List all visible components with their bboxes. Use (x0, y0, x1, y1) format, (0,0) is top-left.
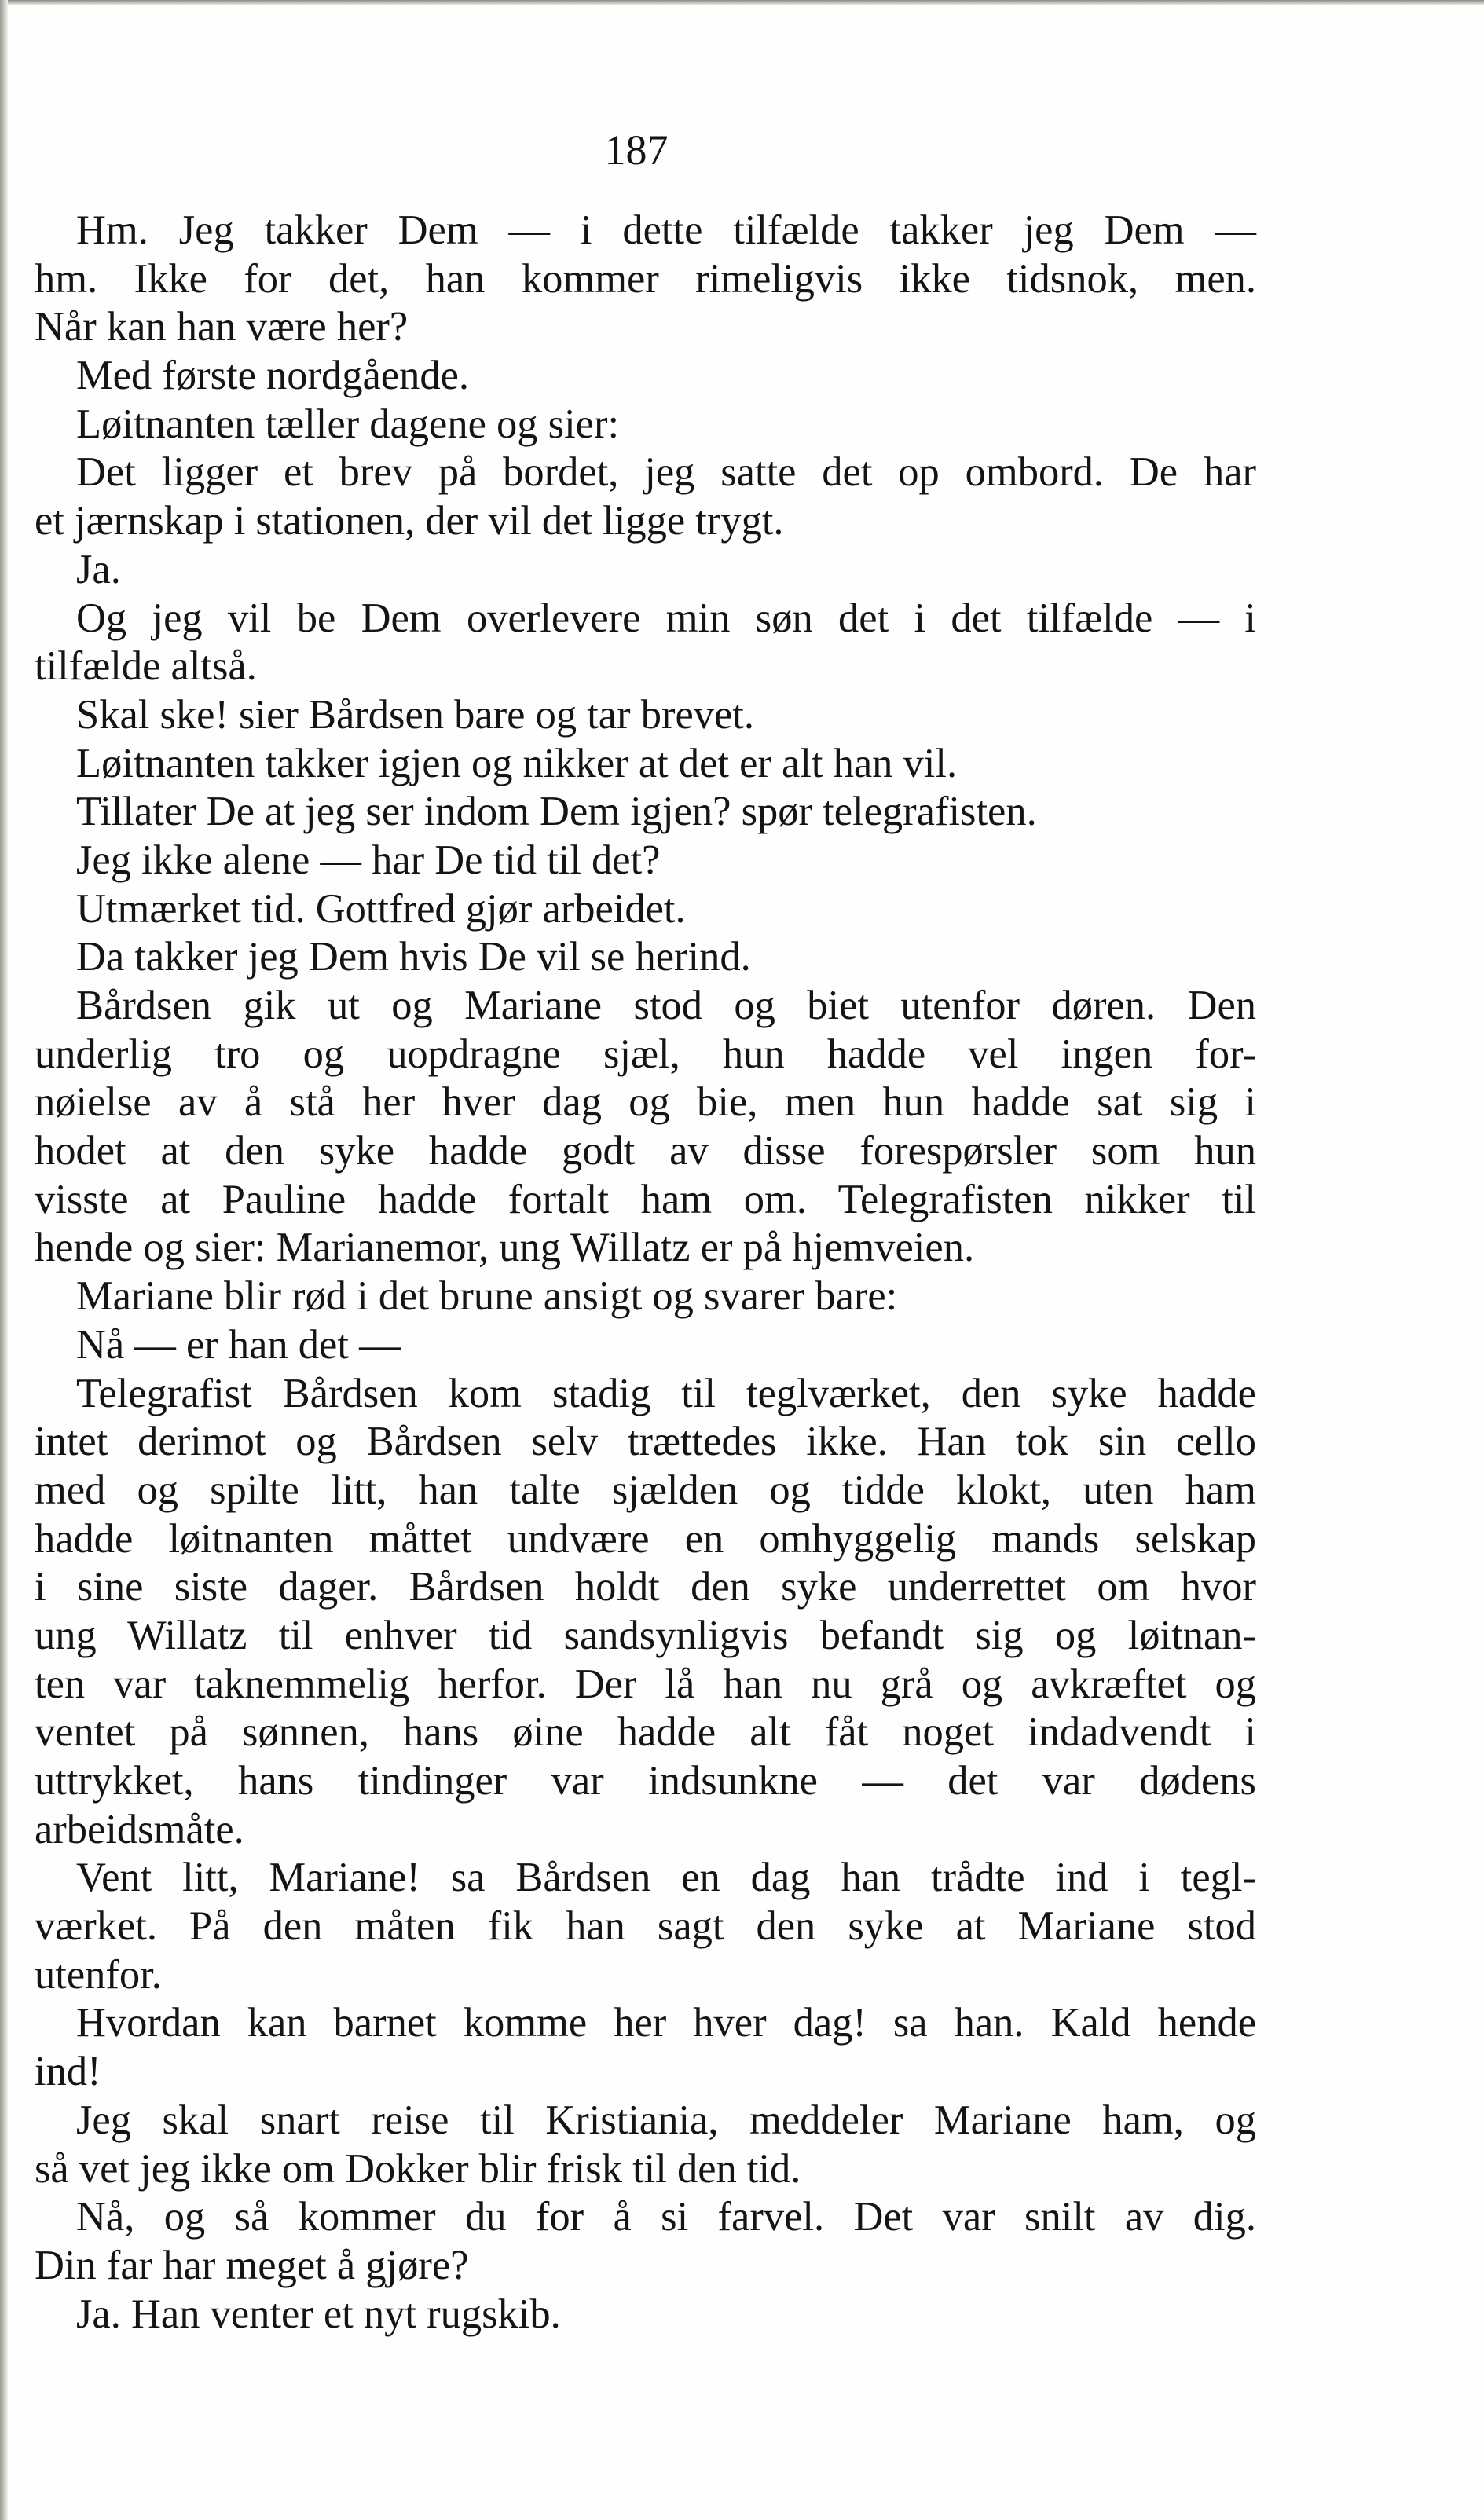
text-line: et jærnskap i stationen, der vil det ligge trygt. (35, 498, 784, 544)
text-line: Hm. Jeg takker Dem — i dette tilfælde takker jeg Dem — (76, 207, 1256, 253)
text-line: ung Willatz til enhver tid sandsynligvis befandt sig og løitnan- (35, 1612, 1256, 1658)
text-line: Utmærket tid. Gottfred gjør arbeidet. (76, 885, 686, 932)
text-line: Hvordan kan barnet komme her hver dag! sa han. Kald hende (76, 2000, 1256, 2046)
text-line: uttrykket, hans tindinger var indsunkne — det var dødens (35, 1758, 1256, 1804)
text-line: hm. Ikke for det, han kommer rimeligvis ikke tidsnok, men. (35, 255, 1256, 302)
text-line: Vent litt, Mariane! sa Bårdsen en dag han trådte ind i tegl- (76, 1855, 1256, 1901)
text-line: Det ligger et brev på bordet, jeg satte det op ombord. De har (76, 449, 1256, 496)
text-line: underlig tro og uopdragne sjæl, hun hadde vel ingen for- (35, 1031, 1256, 1077)
text-line: så vet jeg ikke om Dokker blir frisk til den tid. (35, 2145, 801, 2192)
text-line: Nå — er han det — (76, 1321, 401, 1368)
text-line: hende og sier: Marianemor, ung Willatz er på hjemveien. (35, 1225, 975, 1271)
text-line: i sine siste dager. Bårdsen holdt den syke underrettet om hvor (35, 1564, 1256, 1610)
text-line: Ja. (76, 546, 121, 592)
text-line: Din far har meget å gjøre? (35, 2242, 469, 2288)
text-line: Nå, og så kommer du for å si farvel. Det var snilt av dig. (76, 2194, 1256, 2240)
text-line: arbeidsmåte. (35, 1806, 244, 1852)
text-line: Løitnanten takker igjen og nikker at det er alt han vil. (76, 740, 958, 786)
page-edge-left (0, 0, 8, 2520)
text-line: Bårdsen gik ut og Mariane stod og biet utenfor døren. Den (76, 983, 1256, 1028)
page-edge-top (0, 0, 1484, 5)
text-line: nøielse av å stå her hver dag og bie, men hun hadde sat sig i (35, 1079, 1256, 1126)
text-line: Mariane blir rød i det brune ansigt og svarer bare: (76, 1273, 898, 1320)
text-line: ventet på sønnen, hans øine hadde alt fåt noget indadvendt i (35, 1709, 1256, 1756)
text-line: Jeg skal snart reise til Kristiania, meddeler Mariane ham, og (76, 2097, 1256, 2143)
text-line: Ja. Han venter et nyt rugskib. (76, 2291, 561, 2337)
text-line: Løitnanten tæller dagene og sier: (76, 401, 620, 447)
text-line: Skal ske! sier Bårdsen bare og tar brevet. (76, 691, 755, 738)
text-line: Og jeg vil be Dem overlevere min søn det i det tilfælde — i (76, 595, 1256, 641)
text-line: utenfor. (35, 1951, 162, 1998)
text-line: værket. På den måten fik han sagt den syke at Mariane stod (35, 1903, 1256, 1950)
text-line: Tillater De at jeg ser indom Dem igjen? spør telegrafisten. (76, 789, 1037, 835)
text-line: med og spilte litt, han talte sjælden og tidde klokt, uten ham (35, 1467, 1256, 1513)
text-line: Da takker jeg Dem hvis De vil se herind. (76, 934, 751, 980)
text-line: visste at Pauline hadde fortalt ham om. Telegrafisten nikker til (35, 1176, 1256, 1222)
text-line: hadde løitnanten måttet undvære en omhyggelig mands selskap (35, 1515, 1256, 1562)
text-line: tilfælde altså. (35, 643, 257, 690)
page-number: 187 (604, 126, 669, 174)
text-line: Med første nordgående. (76, 353, 470, 399)
text-line: Jeg ikke alene — har De tid til det? (76, 837, 661, 883)
body-text (35, 207, 1256, 2339)
text-line: hodet at den syke hadde godt av disse forespørsler som hun (35, 1128, 1256, 1174)
text-line: Når kan han være her? (35, 304, 409, 350)
text-line: intet derimot og Bårdsen selv trættedes ikke. Han tok sin cello (35, 1419, 1256, 1465)
text-line: Telegrafist Bårdsen kom stadig til teglværket, den syke hadde (76, 1370, 1256, 1416)
text-line: ind! (35, 2049, 101, 2095)
text-line: ten var taknemmelig herfor. Der lå han nu grå og avkræftet og (35, 1661, 1256, 1707)
